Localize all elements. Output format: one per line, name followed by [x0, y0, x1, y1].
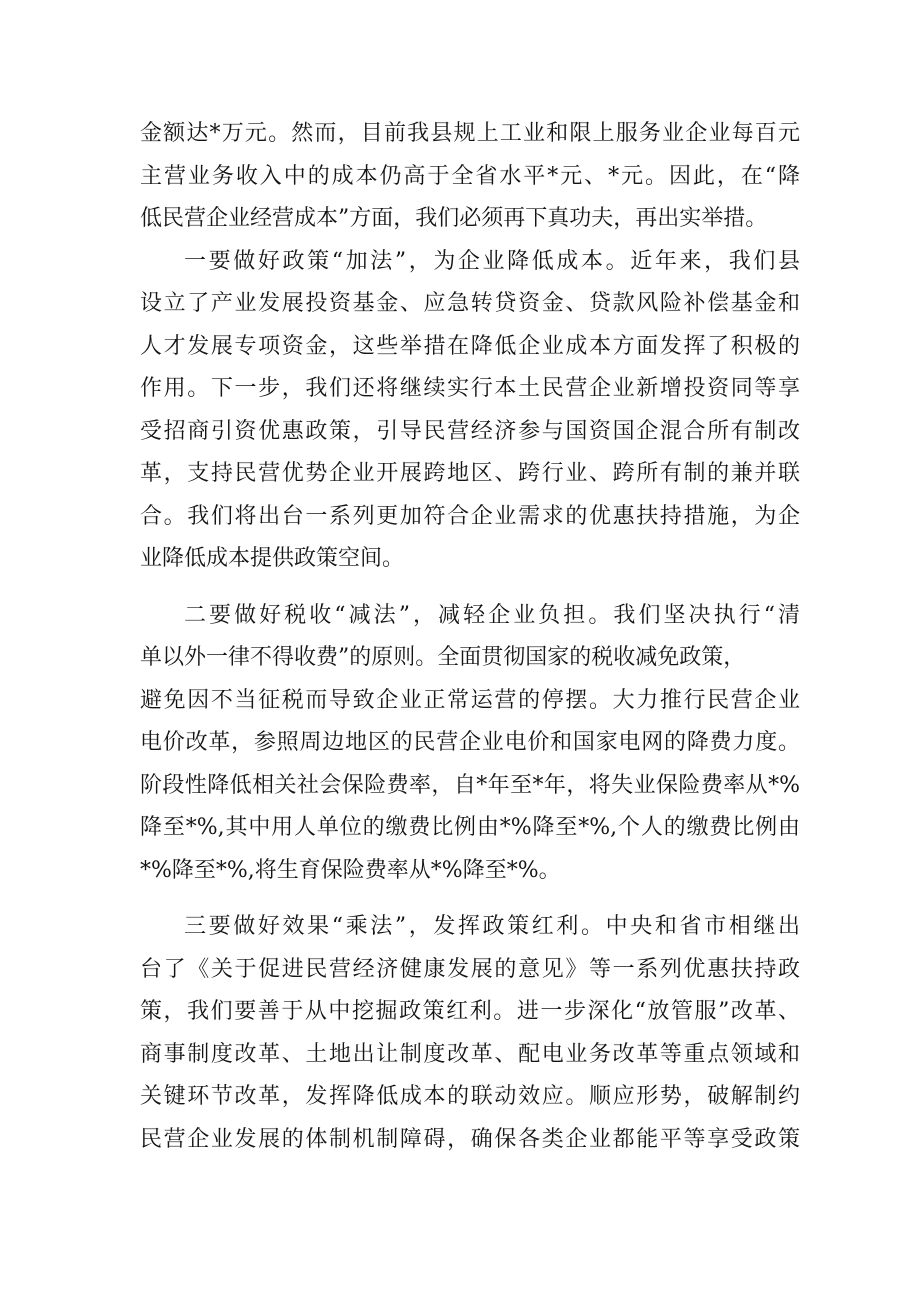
- text-line: *%降至*%,将生育保险费率从*%降至*%。: [140, 857, 561, 883]
- text-line: 策，我们要善于从中挖掘政策红利。进一步深化“放管服”改革、: [140, 999, 800, 1024]
- text-line: 设立了产业发展投资基金、应急转贷资金、贷款风险补偿基金和: [140, 291, 800, 316]
- text-line: 合。我们将出台一系列更加符合企业需求的优惠扶持措施，为企: [140, 503, 800, 529]
- text-line: 革，支持民营优势企业开展跨地区、跨行业、跨所有制的兼并联: [140, 461, 800, 486]
- text-line: 降至*%,其中用人单位的缴费比例由*%降至*%,个人的缴费比例由: [140, 815, 800, 840]
- text-line: 主营业务收入中的成本仍高于全省水平*元、*元。因此，在“降: [140, 163, 800, 189]
- text-line: 台了《关于促进民营经济健康发展的意见》等一系列优惠扶持政: [140, 956, 800, 982]
- text-line: 二要做好税收“减法”，减轻企业负担。我们坚决执行“清: [184, 602, 800, 628]
- paragraph-tax-subtraction: [140, 595, 800, 893]
- text-line: 一要做好政策“加法”，为企业降低成本。近年来，我们县: [184, 248, 800, 274]
- text-line: 人才发展专项资金，这些举措在降低企业成本方面发挥了积极的: [140, 333, 800, 359]
- text-line: 金额达*万元。然而，目前我县规上工业和限上服务业企业每百元: [140, 121, 800, 146]
- text-line: 关键环节改革，发挥降低成本的联动效应。顺应形势，破解制约: [140, 1084, 800, 1109]
- text-line: 民营企业发展的体制机制障碍，确保各类企业都能平等享受政策: [140, 1126, 800, 1152]
- document-body: [140, 113, 800, 1161]
- paragraph-cost-intro: [140, 113, 800, 241]
- text-line: 商事制度改革、土地出让制度改革、配电业务改革等重点领域和: [140, 1041, 800, 1067]
- text-line: 受招商引资优惠政策，引导民营经济参与国资国企混合所有制改: [140, 418, 800, 444]
- text-line: 阶段性降低相关社会保险费率，自*年至*年，将失业保险费率从*%: [140, 772, 800, 798]
- text-line: 业降低成本提供政策空间。: [140, 546, 405, 571]
- paragraph-effect-multiplication: [140, 906, 800, 1161]
- text-line: 作用。下一步，我们还将继续实行本土民营企业新增投资同等享: [140, 376, 800, 401]
- text-line: 避免因不当征税而导致企业正常运营的停摆。大力推行民营企业: [140, 687, 800, 713]
- text-line: 电价改革，参照周边地区的民营企业电价和国家电网的降费力度。: [140, 730, 800, 755]
- text-line: 三要做好效果“乘法”，发挥政策红利。中央和省市相继出: [184, 914, 800, 939]
- text-line: 单以外一律不得收费”的原则。全面贯彻国家的税收减免政策，: [140, 645, 746, 670]
- paragraph-policy-addition: [140, 241, 800, 581]
- text-line: 低民营企业经营成本”方面，我们必须再下真功夫，再出实举措。: [140, 206, 768, 231]
